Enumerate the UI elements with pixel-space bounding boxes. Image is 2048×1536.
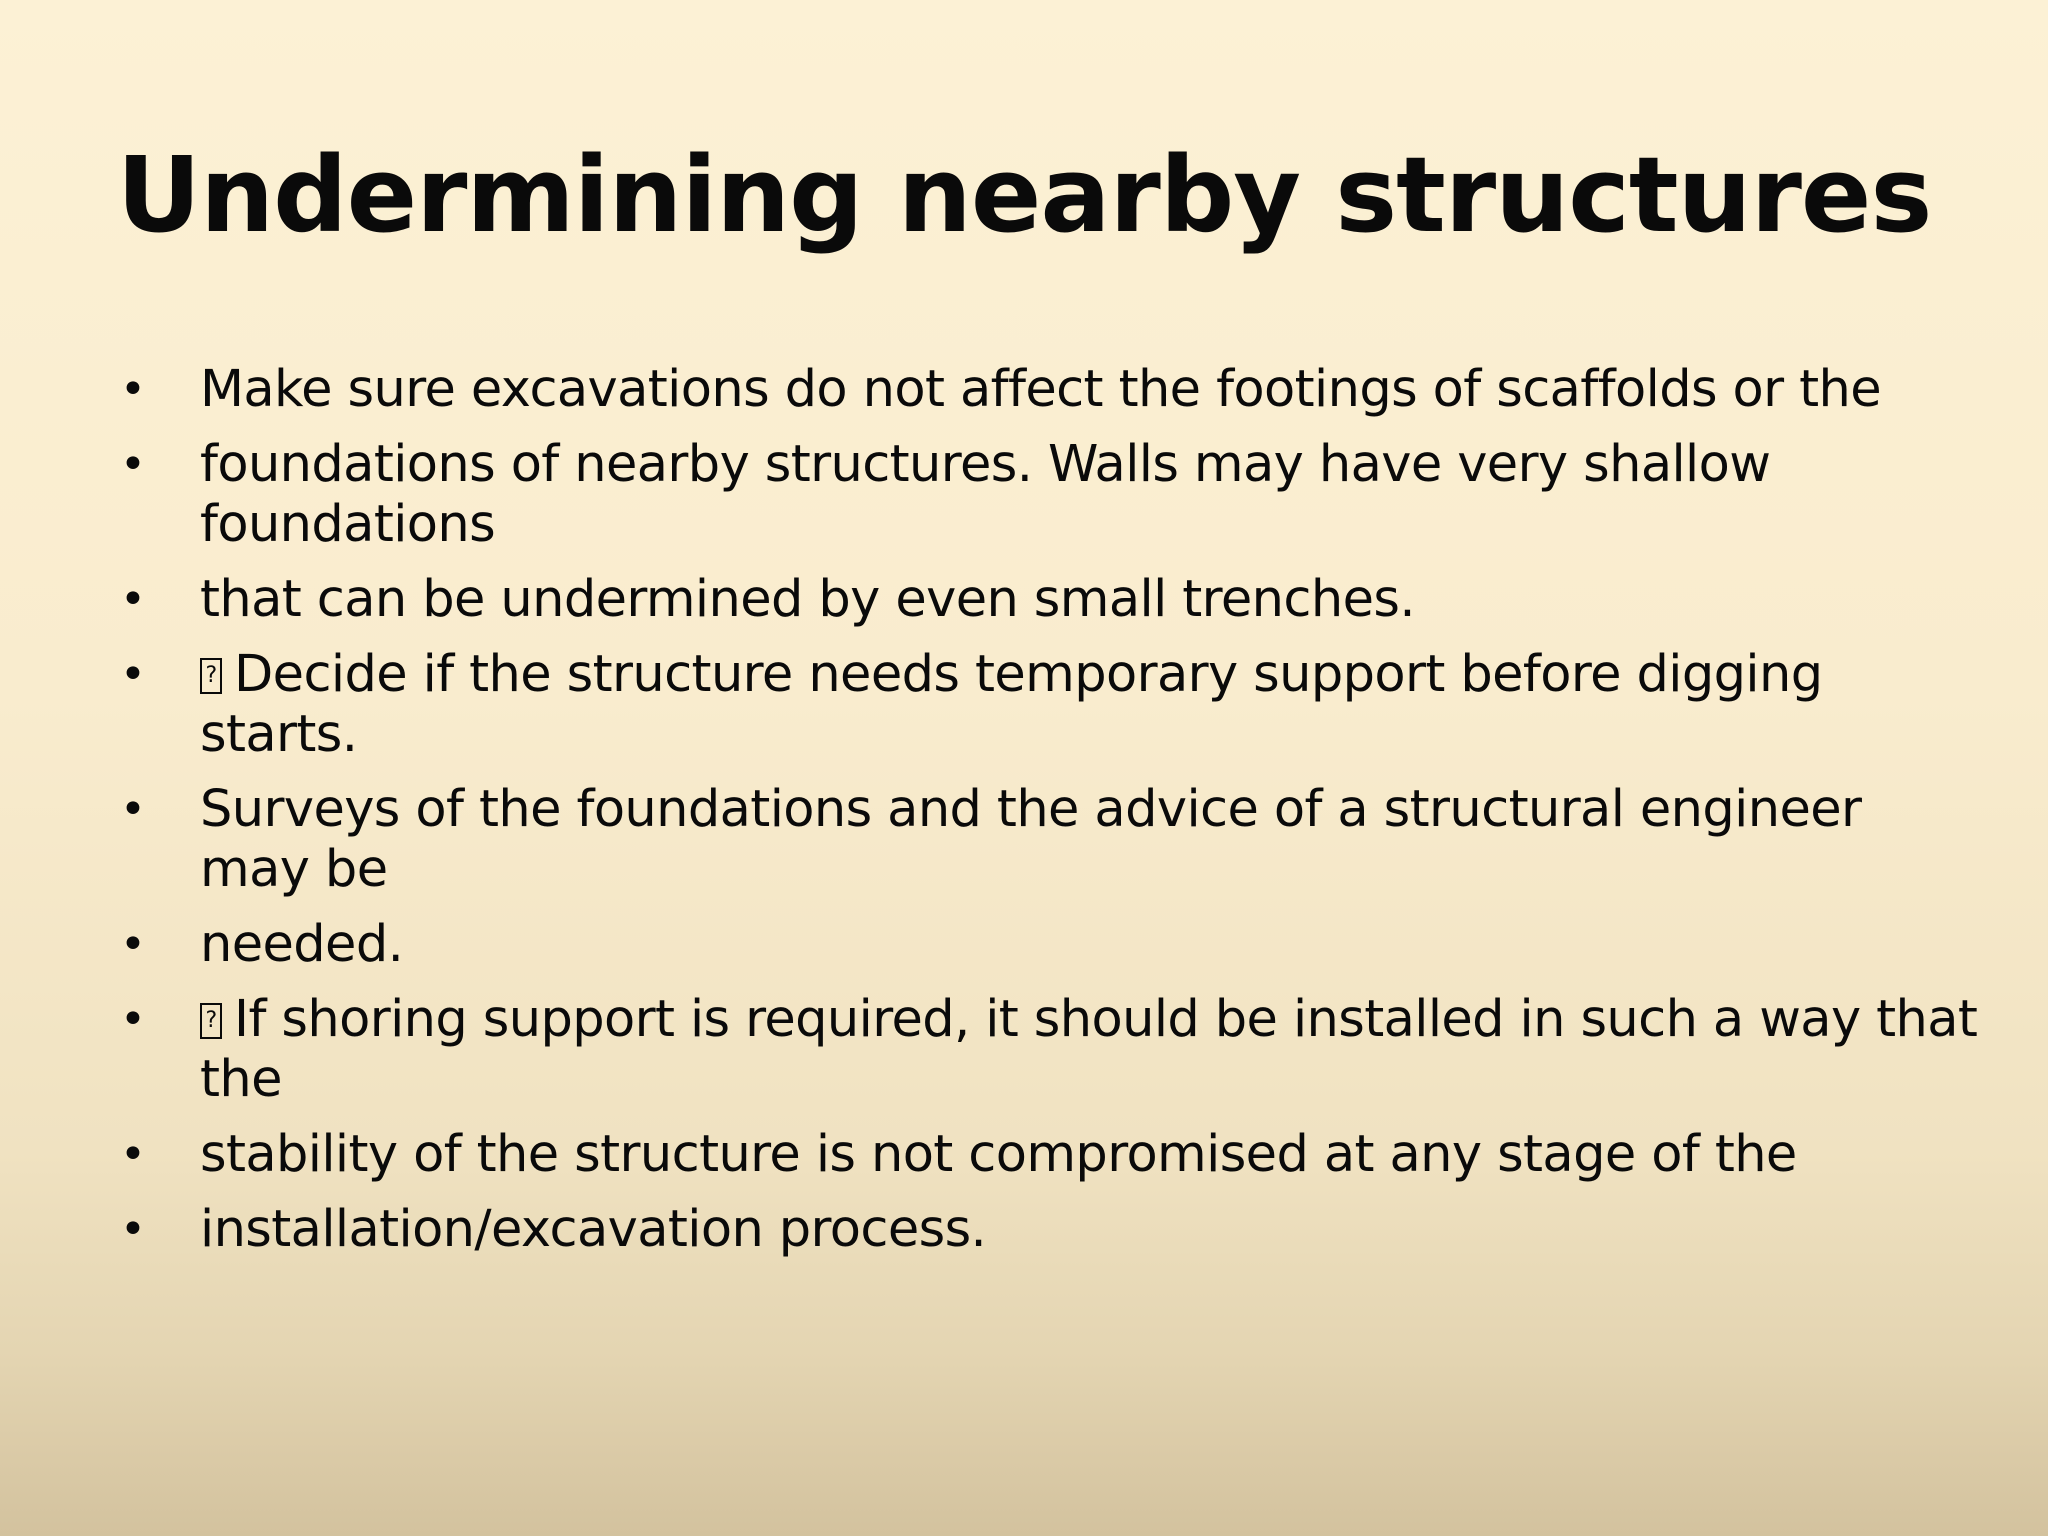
bullet-dot-icon: •: [120, 649, 146, 700]
bullet-dot-icon: •: [120, 574, 146, 625]
bullet-dot-icon: •: [120, 919, 146, 970]
bullet-text: Make sure excavations do not affect the footings of scaffolds or the: [200, 360, 1882, 419]
bullet-dot-icon: •: [120, 364, 146, 415]
bullet-text: If shoring support is required, it should be installed in such a way that the: [200, 990, 1978, 1109]
bullet-dot-icon: •: [120, 1204, 146, 1255]
bullet-dot-icon: •: [120, 439, 146, 490]
bullet-item: [120, 645, 1980, 765]
bullet-item: [120, 570, 1980, 630]
bullet-text: stability of the structure is not compromised at any stage of the: [200, 1125, 1797, 1184]
bullet-text: foundations of nearby structures. Walls may have very shallow foundations: [200, 435, 1771, 554]
bullet-list: [120, 360, 1980, 1275]
missing-glyph-icon: [200, 1003, 222, 1039]
bullet-text: Surveys of the foundations and the advice of a structural engineer may be: [200, 780, 1862, 899]
bullet-item: [120, 780, 1980, 900]
bullet-item: [120, 435, 1980, 555]
bullet-text: needed.: [200, 915, 404, 974]
bullet-text: installation/excavation process.: [200, 1200, 987, 1259]
bullet-item: [120, 1125, 1980, 1185]
bullet-item: [120, 360, 1980, 420]
bullet-text: that can be undermined by even small trenches.: [200, 570, 1415, 629]
bullet-item: [120, 990, 1980, 1110]
bullet-dot-icon: •: [120, 784, 146, 835]
bullet-dot-icon: •: [120, 1129, 146, 1180]
bullet-dot-icon: •: [120, 994, 146, 1045]
missing-glyph-icon: [200, 658, 222, 694]
bullet-item: [120, 1200, 1980, 1260]
bullet-item: [120, 915, 1980, 975]
bullet-text: Decide if the structure needs temporary support before digging starts.: [200, 645, 1823, 764]
slide-title: Undermining nearby structures: [116, 134, 1932, 256]
